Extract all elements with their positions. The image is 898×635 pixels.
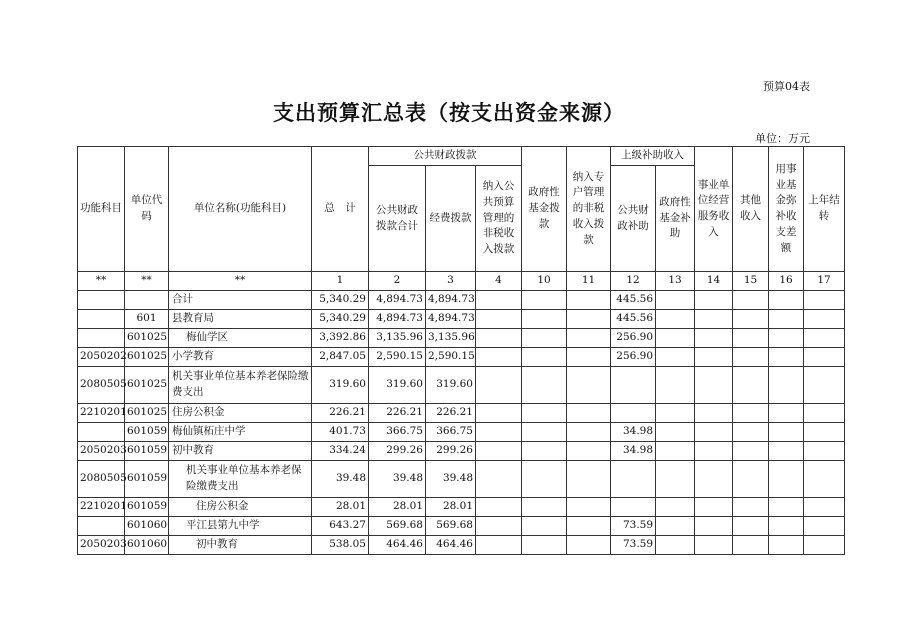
upper-public-cell: 34.98 [611, 423, 656, 442]
unit-name-cell: 住房公积金 [169, 404, 312, 423]
total-cell: 5,340.29 [312, 310, 369, 329]
table-row [78, 423, 845, 442]
column-index-cell: 11 [567, 272, 611, 291]
upper-fund-cell [656, 536, 695, 555]
upper-public-cell [611, 404, 656, 423]
expense-grant-cell: 569.68 [426, 517, 476, 536]
gov-fund-cell [522, 404, 567, 423]
unit-name-cell: 县教育局 [169, 310, 312, 329]
budget-table [77, 146, 845, 555]
fund-gap-cell [769, 461, 804, 498]
total-cell: 643.27 [312, 517, 369, 536]
upper-public-cell: 256.90 [611, 348, 656, 367]
fund-gap-cell [769, 291, 804, 310]
carry-over-cell [804, 329, 845, 348]
header-gov-fund: 政府性基金拨款 [522, 147, 567, 272]
gov-fund-cell [522, 423, 567, 442]
upper-public-cell [611, 461, 656, 498]
table-row [78, 310, 845, 329]
header-upper-sub: 上级补助收入 [611, 147, 695, 166]
special-nontax-cell [567, 517, 611, 536]
unit-name-cell: 小学教育 [169, 348, 312, 367]
header-carry-over: 上年结转 [804, 147, 845, 272]
upper-fund-cell [656, 348, 695, 367]
func-code-cell: 2050203 [78, 536, 125, 555]
upper-fund-cell [656, 442, 695, 461]
func-code-cell [78, 423, 125, 442]
upper-fund-cell [656, 461, 695, 498]
carry-over-cell [804, 498, 845, 517]
public-sum-cell: 4,894.73 [369, 291, 426, 310]
fund-gap-cell [769, 536, 804, 555]
special-nontax-cell [567, 329, 611, 348]
biz-income-cell [695, 310, 733, 329]
fund-gap-cell [769, 517, 804, 536]
carry-over-cell [804, 404, 845, 423]
unit-name-cell: 机关事业单位基本养老保险缴费支出 [169, 367, 312, 404]
expense-grant-cell: 226.21 [426, 404, 476, 423]
other-income-cell [733, 404, 769, 423]
func-code-cell [78, 310, 125, 329]
header-special-nontax: 纳入专户管理的非税收入拨款 [567, 147, 611, 272]
table-row [78, 442, 845, 461]
upper-fund-cell [656, 517, 695, 536]
column-index-cell: 10 [522, 272, 567, 291]
public-sum-cell: 28.01 [369, 498, 426, 517]
carry-over-cell [804, 310, 845, 329]
nontax-budget-cell [476, 536, 522, 555]
special-nontax-cell [567, 461, 611, 498]
expense-grant-cell: 28.01 [426, 498, 476, 517]
carry-over-cell [804, 536, 845, 555]
unit-label: 单位：万元 [755, 132, 810, 145]
gov-fund-cell [522, 536, 567, 555]
column-index-cell: 4 [476, 272, 522, 291]
header-public-grant: 公共财政拨款 [369, 147, 522, 166]
func-code-cell: 2210201 [78, 498, 125, 517]
upper-public-cell: 34.98 [611, 442, 656, 461]
header-unit-name: 单位名称(功能科目) [169, 147, 312, 272]
unit-name-cell: 住房公积金 [169, 498, 312, 517]
upper-fund-cell [656, 498, 695, 517]
upper-fund-cell [656, 291, 695, 310]
column-index-cell: 12 [611, 272, 656, 291]
expense-grant-cell: 3,135.96 [426, 329, 476, 348]
special-nontax-cell [567, 367, 611, 404]
public-sum-cell: 569.68 [369, 517, 426, 536]
total-cell: 2,847.05 [312, 348, 369, 367]
func-code-cell [78, 291, 125, 310]
table-row [78, 517, 845, 536]
column-index-cell: 15 [733, 272, 769, 291]
carry-over-cell [804, 423, 845, 442]
unit-name-cell: 平江县第九中学 [169, 517, 312, 536]
gov-fund-cell [522, 442, 567, 461]
column-index-cell: 2 [369, 272, 426, 291]
table-row [78, 461, 845, 498]
table-row [78, 348, 845, 367]
upper-fund-cell [656, 367, 695, 404]
nontax-budget-cell [476, 423, 522, 442]
carry-over-cell [804, 367, 845, 404]
biz-income-cell [695, 348, 733, 367]
gov-fund-cell [522, 348, 567, 367]
gov-fund-cell [522, 367, 567, 404]
table-row [78, 536, 845, 555]
unit-name-cell: 初中教育 [169, 442, 312, 461]
unit-name-cell: 机关事业单位基本养老保险缴费支出 [169, 461, 312, 498]
func-code-cell: 2080505 [78, 367, 125, 404]
public-sum-cell: 226.21 [369, 404, 426, 423]
gov-fund-cell [522, 498, 567, 517]
unit-code-cell: 601025 [125, 348, 169, 367]
upper-fund-cell [656, 310, 695, 329]
nontax-budget-cell [476, 291, 522, 310]
special-nontax-cell [567, 498, 611, 517]
nontax-budget-cell [476, 442, 522, 461]
unit-code-cell: 601060 [125, 517, 169, 536]
gov-fund-cell [522, 461, 567, 498]
expense-grant-cell: 299.26 [426, 442, 476, 461]
unit-name-cell: 梅仙镇柘庄中学 [169, 423, 312, 442]
public-sum-cell: 366.75 [369, 423, 426, 442]
unit-name-cell: 初中教育 [169, 536, 312, 555]
special-nontax-cell [567, 536, 611, 555]
total-cell: 5,340.29 [312, 291, 369, 310]
upper-fund-cell [656, 404, 695, 423]
column-index-cell: 3 [426, 272, 476, 291]
fund-gap-cell [769, 329, 804, 348]
total-cell: 226.21 [312, 404, 369, 423]
fund-gap-cell [769, 404, 804, 423]
carry-over-cell [804, 291, 845, 310]
expense-grant-cell: 366.75 [426, 423, 476, 442]
total-cell: 334.24 [312, 442, 369, 461]
func-code-cell [78, 329, 125, 348]
expense-grant-cell: 4,894.73 [426, 291, 476, 310]
upper-public-cell: 256.90 [611, 329, 656, 348]
expense-grant-cell: 319.60 [426, 367, 476, 404]
column-index-cell: ** [125, 272, 169, 291]
func-code-cell: 2210201 [78, 404, 125, 423]
other-income-cell [733, 442, 769, 461]
total-cell: 39.48 [312, 461, 369, 498]
unit-code-cell: 601059 [125, 498, 169, 517]
other-income-cell [733, 536, 769, 555]
carry-over-cell [804, 442, 845, 461]
upper-public-cell [611, 367, 656, 404]
nontax-budget-cell [476, 517, 522, 536]
column-index-row [78, 272, 845, 291]
table-row [78, 404, 845, 423]
unit-code-cell: 601060 [125, 536, 169, 555]
header-upper-public: 公共财政补助 [611, 166, 656, 272]
unit-code-cell: 601025 [125, 329, 169, 348]
upper-public-cell [611, 498, 656, 517]
fund-gap-cell [769, 423, 804, 442]
biz-income-cell [695, 461, 733, 498]
header-expense-grant: 经费拨款 [426, 166, 476, 272]
column-index-cell: 14 [695, 272, 733, 291]
expense-grant-cell: 464.46 [426, 536, 476, 555]
biz-income-cell [695, 536, 733, 555]
func-code-cell: 2080505 [78, 461, 125, 498]
public-sum-cell: 464.46 [369, 536, 426, 555]
nontax-budget-cell [476, 498, 522, 517]
gov-fund-cell [522, 310, 567, 329]
unit-code-cell: 601 [125, 310, 169, 329]
header-fund-gap: 用事业基金弥补收支差额 [769, 147, 804, 272]
header-upper-fund: 政府性基金补助 [656, 166, 695, 272]
unit-code-cell: 601025 [125, 404, 169, 423]
gov-fund-cell [522, 517, 567, 536]
gov-fund-cell [522, 291, 567, 310]
upper-public-cell: 73.59 [611, 517, 656, 536]
other-income-cell [733, 517, 769, 536]
header-public-sum: 公共财政拨款合计 [369, 166, 426, 272]
func-code-cell: 2050202 [78, 348, 125, 367]
upper-fund-cell [656, 423, 695, 442]
header-total: 总 计 [312, 147, 369, 272]
other-income-cell [733, 461, 769, 498]
unit-code-cell: 601025 [125, 367, 169, 404]
table-row [78, 291, 845, 310]
expense-grant-cell: 39.48 [426, 461, 476, 498]
upper-public-cell: 445.56 [611, 291, 656, 310]
other-income-cell [733, 348, 769, 367]
biz-income-cell [695, 442, 733, 461]
total-cell: 28.01 [312, 498, 369, 517]
carry-over-cell [804, 348, 845, 367]
public-sum-cell: 3,135.96 [369, 329, 426, 348]
nontax-budget-cell [476, 367, 522, 404]
biz-income-cell [695, 404, 733, 423]
biz-income-cell [695, 423, 733, 442]
column-index-cell: 1 [312, 272, 369, 291]
other-income-cell [733, 310, 769, 329]
unit-code-cell: 601059 [125, 423, 169, 442]
total-cell: 538.05 [312, 536, 369, 555]
total-cell: 401.73 [312, 423, 369, 442]
nontax-budget-cell [476, 329, 522, 348]
header-func-code: 功能科目 [78, 147, 125, 272]
fund-gap-cell [769, 367, 804, 404]
unit-code-cell: 601059 [125, 461, 169, 498]
fund-gap-cell [769, 348, 804, 367]
special-nontax-cell [567, 291, 611, 310]
table-row [78, 498, 845, 517]
upper-public-cell: 445.56 [611, 310, 656, 329]
fund-gap-cell [769, 498, 804, 517]
column-index-cell: 17 [804, 272, 845, 291]
other-income-cell [733, 423, 769, 442]
header-other-income: 其他收入 [733, 147, 769, 272]
unit-code-cell: 601059 [125, 442, 169, 461]
nontax-budget-cell [476, 461, 522, 498]
biz-income-cell [695, 329, 733, 348]
other-income-cell [733, 498, 769, 517]
nontax-budget-cell [476, 310, 522, 329]
column-index-cell: ** [169, 272, 312, 291]
biz-income-cell [695, 367, 733, 404]
other-income-cell [733, 291, 769, 310]
table-row [78, 329, 845, 348]
header-unit-code: 单位代码 [125, 147, 169, 272]
special-nontax-cell [567, 404, 611, 423]
fund-gap-cell [769, 442, 804, 461]
total-cell: 3,392.86 [312, 329, 369, 348]
column-index-cell: 16 [769, 272, 804, 291]
fund-gap-cell [769, 310, 804, 329]
nontax-budget-cell [476, 348, 522, 367]
public-sum-cell: 2,590.15 [369, 348, 426, 367]
upper-public-cell: 73.59 [611, 536, 656, 555]
header-biz-income: 事业单位经营服务收入 [695, 147, 733, 272]
other-income-cell [733, 367, 769, 404]
upper-fund-cell [656, 329, 695, 348]
public-sum-cell: 319.60 [369, 367, 426, 404]
public-sum-cell: 4,894.73 [369, 310, 426, 329]
carry-over-cell [804, 461, 845, 498]
special-nontax-cell [567, 348, 611, 367]
total-cell: 319.60 [312, 367, 369, 404]
biz-income-cell [695, 517, 733, 536]
other-income-cell [733, 329, 769, 348]
header-nontax-budget: 纳入公共预算管理的非税收入拨款 [476, 166, 522, 272]
public-sum-cell: 299.26 [369, 442, 426, 461]
special-nontax-cell [567, 423, 611, 442]
func-code-cell [78, 517, 125, 536]
func-code-cell: 2050203 [78, 442, 125, 461]
special-nontax-cell [567, 310, 611, 329]
page-title: 支出预算汇总表（按支出资金来源） [273, 100, 625, 125]
biz-income-cell [695, 291, 733, 310]
column-index-cell: ** [78, 272, 125, 291]
special-nontax-cell [567, 442, 611, 461]
biz-income-cell [695, 498, 733, 517]
expense-grant-cell: 4,894.73 [426, 310, 476, 329]
unit-name-cell: 梅仙学区 [169, 329, 312, 348]
table-row [78, 367, 845, 404]
gov-fund-cell [522, 329, 567, 348]
public-sum-cell: 39.48 [369, 461, 426, 498]
unit-code-cell [125, 291, 169, 310]
form-number: 预算04表 [763, 80, 810, 93]
carry-over-cell [804, 517, 845, 536]
expense-grant-cell: 2,590.15 [426, 348, 476, 367]
unit-name-cell: 合计 [169, 291, 312, 310]
column-index-cell: 13 [656, 272, 695, 291]
nontax-budget-cell [476, 404, 522, 423]
